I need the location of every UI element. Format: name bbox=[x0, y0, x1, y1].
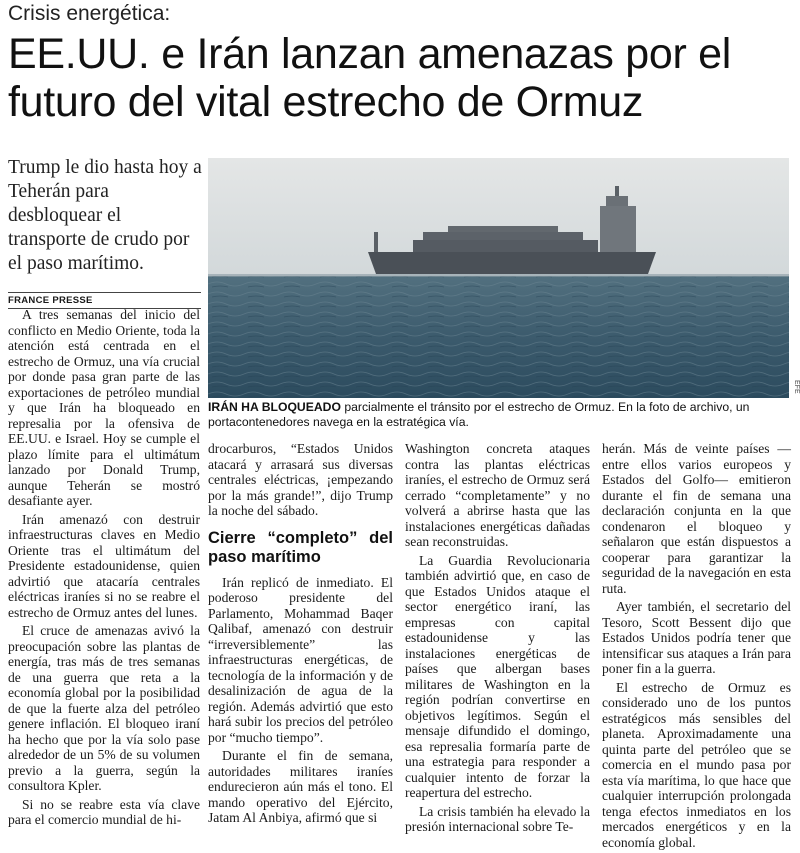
photo-credit: EFE bbox=[793, 380, 800, 394]
caption-lead: IRÁN HA BLOQUEADO bbox=[208, 400, 341, 414]
caption-text: parcialmente el tránsito por el estrecho de Ormuz. En la foto de archivo, un portacontenedores navega en la estratégica vía. bbox=[208, 400, 750, 429]
article-column-1 bbox=[8, 307, 200, 831]
headline: EE.UU. e Irán lanzan amenazas por el futuro del vital estrecho de Ormuz bbox=[8, 30, 731, 126]
container-ship-image bbox=[208, 158, 789, 398]
paragraph: El cruce de amenazas avivó la preocupación sobre las plantas de energía, tras más de tres semanas de una guerra que reta a la economía global por la posibilidad de que la fuerte alza del petróleo genere inflación. El bloqueo iraní ha hecho que por la vía solo pase alrededor de un 5% de su volumen previo a la guerra, según la consultora Kpler. bbox=[8, 623, 200, 793]
article-column-2 bbox=[208, 441, 393, 829]
subhead: Cierre “completo” del paso marítimo bbox=[208, 528, 393, 566]
paragraph: drocarburos, “Estados Unidos atacará y arrasará sus diversas centrales eléctricas, ¡empezando por la más grande!”, dijo Trump la noche del sábado. bbox=[208, 441, 393, 518]
paragraph: Ayer también, el secretario del Tesoro, Scott Bessent dijo que Estados Unidos podría tener que intensificar sus ataques a Irán para poner fin a la guerra. bbox=[602, 599, 791, 676]
deck-text: Trump le dio hasta hoy a Teherán para desbloquear el transporte de crudo por el paso marítimo. bbox=[8, 157, 202, 274]
paragraph: A tres semanas del inicio del conflicto en Medio Oriente, toda la atención está centrada en el estrecho de Ormuz, una vía crucial por donde pasa gran parte de las exportaciones de petróleo mundial y que Irán ha bloqueado en represalia por la ofensiva de EE.UU. e Israel. Hoy se cumple el plazo límite para el ultimátum lanzado por Donald Trump, aunque Teherán se mostró desafiante ayer. bbox=[8, 307, 200, 508]
article-column-4 bbox=[602, 441, 791, 853]
kicker: Crisis energética: bbox=[8, 2, 171, 25]
paragraph: Durante el fin de semana, autoridades militares iraníes endurecieron aún más el tono. El mando operativo del Ejército, Jatam Al Anbiya, afirmó que si bbox=[208, 748, 393, 825]
byline: FRANCE PRESSE bbox=[8, 292, 201, 309]
ship-photo bbox=[208, 158, 789, 398]
paragraph: El estrecho de Ormuz es considerado uno de los puntos estratégicos más sensibles del planeta. Aproximadamente una quinta parte del petróleo que se comercia en el mundo pasa por esta vía marítima, lo que hace que cualquier interrupción prolongada tenga efectos inmediatos en los mercados energéticos y en la economía global. bbox=[602, 679, 791, 850]
article-column-3 bbox=[405, 441, 590, 838]
deck bbox=[8, 156, 203, 276]
paragraph: Washington concreta ataques contra las plantas eléctricas iraníes, el estrecho de Ormuz será cerrado “completamente” y no volverá a abrirse hasta que las instalaciones energéticas dañadas sean reconstruidas. bbox=[405, 441, 590, 549]
paragraph: herán. Más de veinte países —entre ellos varios europeos y Estados del Golfo— emitieron durante el fin de semana una declaración conjunta en la que condenaron el bloqueo y señalaron que están dispuestos a cooperar para garantizar la seguridad de la navegación en esta ruta. bbox=[602, 441, 791, 596]
paragraph: Si no se reabre esta vía clave para el comercio mundial de hi- bbox=[8, 796, 200, 827]
photo-caption bbox=[208, 400, 793, 430]
paragraph: La crisis también ha elevado la presión internacional sobre Te- bbox=[405, 803, 590, 834]
paragraph: Irán replicó de inmediato. El poderoso presidente del Parlamento, Mohammad Baqer Qalibaf, amenazó con destruir “irreversiblemente” las infraestructuras energéticas, de tecnología de la información y de desalinización de agua de la región. Además advirtió que esto hará subir los precios del petróleo por “mucho tiempo”. bbox=[208, 574, 393, 745]
paragraph: La Guardia Revolucionaria también advirtió que, en caso de que Estados Unidos ataque el sector energético iraní, las empresas con capital estadounidense y las instalaciones energéticas de países que albergan bases militares de Washington en la región podrían convertirse en objetivos legítimos. Según el mensaje difundido el domingo, esa represalia formaría parte de una estrategia para responder a cualquier intento de forzar la reapertura del estrecho. bbox=[405, 552, 590, 800]
paragraph: Irán amenazó con destruir infraestructuras claves en Medio Oriente tras el ultimátum del Presidente estadounidense, quien advirtió que atacaría centrales eléctricas iraníes si no se reabre el estrecho de Ormuz antes del lunes. bbox=[8, 511, 200, 620]
